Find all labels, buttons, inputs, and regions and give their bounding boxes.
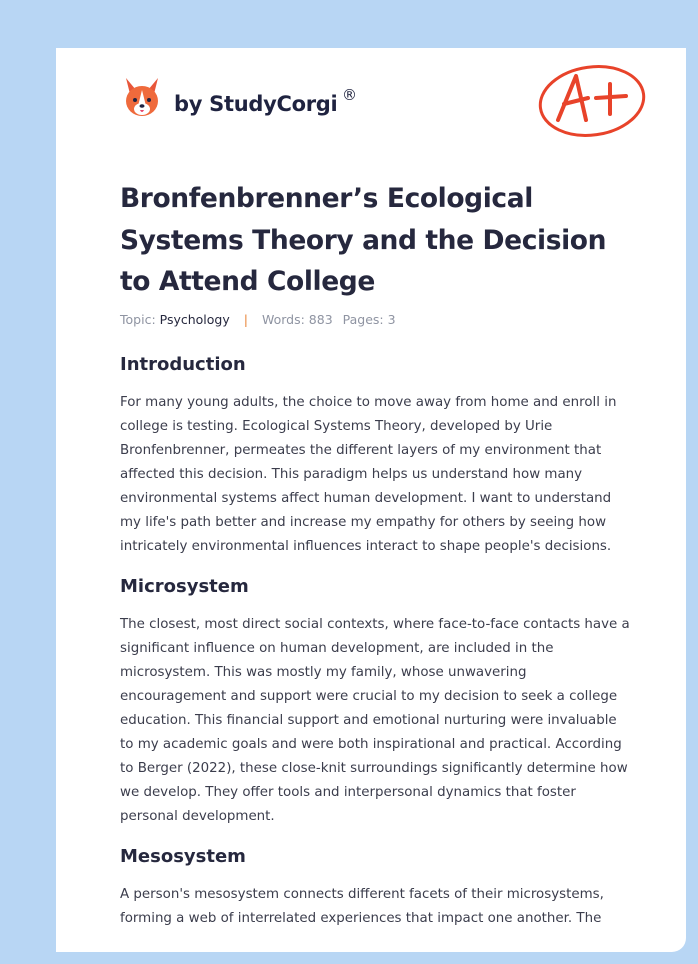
section-text-microsystem: The closest, most direct social contexts, where face-to-face contacts have a significant influence on human development, are included in the microsystem. This was mostly my family, whose unwavering encouragement and support were crucial to my decision to seek a college education. This financial support and emotional nurturing were invaluable to my academic goals and were both inspirational and practical. According to Berger (2022), these close-knit surroundings significantly determine how we develop. They offer tools and interpersonal dynamics that foster personal development. <box>120 617 630 824</box>
topic-value[interactable]: Psychology <box>159 312 230 327</box>
section-text-mesosystem: A person's mesosystem connects different facets of their microsystems, forming a web of interrelated experiences that impact one another. The <box>120 887 604 926</box>
meta-separator: | <box>243 312 248 327</box>
section-heading-mesosystem: Mesosystem <box>120 846 246 867</box>
topic-label: Topic: <box>120 312 156 327</box>
corgi-icon <box>122 76 162 120</box>
document-meta <box>120 312 396 327</box>
document-title: Bronfenbrenner’s Ecological Systems Theory and the Decision to Attend College <box>120 183 607 297</box>
pages-value: 3 <box>387 312 396 327</box>
pages-label: Pages: <box>342 312 384 327</box>
document-page <box>56 48 686 952</box>
registered-mark: ® <box>342 86 357 104</box>
section-text-introduction: For many young adults, the choice to move away from home and enroll in college is testing. Ecological Systems Theory, developed by Urie Bronfenbrenner, permeates the different layers of my environment that affected this decision. This paradigm helps us understand how many environmental systems affect human development. I want to understand my life's path better and increase my empathy for others by seeing how intricately environmental influences interact to shape people's decisions. <box>120 395 617 554</box>
section-heading-introduction: Introduction <box>120 354 246 375</box>
brand-name: by StudyCorgi <box>174 92 338 116</box>
words-label: Words: <box>261 312 305 327</box>
section-heading-microsystem: Microsystem <box>120 576 249 597</box>
words-value: 883 <box>308 312 333 327</box>
a-plus-grade-icon <box>536 58 650 140</box>
